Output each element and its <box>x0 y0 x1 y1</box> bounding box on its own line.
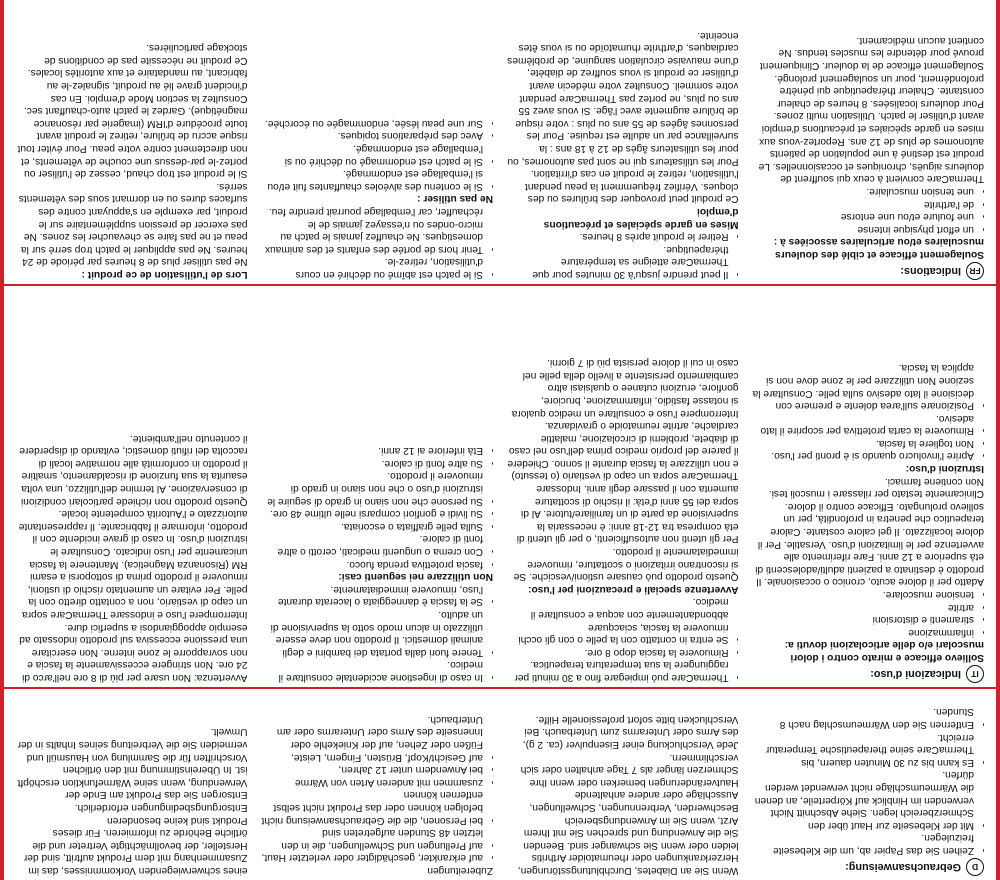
de-paragraph: Wenn Sie an Diabetes, Durchblutungsstörungen, Herzerkrankungen oder rheumatoider Arthritis leiden oder wenn Sie schwanger sind. Beenden Sie die Anwendung und sprechen Sie mit Ihrem Arzt, wenn Sie im Anwendungsbereich Beschwerden, Verbrennungen, Schwellungen, Ausschläge oder andere anhaltende Hautveränderungen bemerken oder wenn Ihre Schmerzen länger als 7 Tage anhalten oder sich verschlimmern. <box>517 751 739 876</box>
fr-title: Indications: <box>900 265 961 278</box>
language-badge-it: IT <box>966 665 984 683</box>
fr-indication: • une tension musculaire. <box>753 184 975 197</box>
fr-list <box>507 230 739 280</box>
it-paragraph: Questo prodotto può causare ustioni/vesciche. Se si riscontrano irritazioni o scottature, rimuovere immediatamente il prodotto. <box>513 546 739 583</box>
de-step: • Entfernen Sie den Wärmeumschlag nach 8 Stunden. <box>753 705 975 730</box>
fr-list-item: • Si le contenu des alvéoles chauffantes fuit et/ou si l'emballage est endommagé. <box>262 167 484 192</box>
it-paragraph: Per gli utenti non autosufficienti, o per gli utenti di età compresa tra 12-18 anni: è necessaria la supervisione da parte di un familiare/tutore. Al di sopra dei 55 anni d'età: il rischio di scottature aumenta con il passare degli anni. Indossare ThermaCare sopra un capo di vestiario (o tessuto) e non utilizzare la fascia durante il sonno. Chiedere il parere del proprio medico prima dell'uso nel caso di diabete, problemi di circolazione, malattie cardiache, artrite reumatoide o gravidanza. <box>507 420 739 545</box>
fr-subheading: Mises en garde spéciales et précautions d'emploi <box>543 206 739 230</box>
it-indication-list <box>753 587 985 637</box>
it-title: Indicazioni d'uso: <box>870 668 961 681</box>
section-divider <box>4 284 996 286</box>
de-heading <box>753 858 985 876</box>
fr-paragraph: ThermaCare convient à ceux qui souffrent de douleurs aiguës, chroniques et occasionnelles. Le produit est destiné à une population de patients autonomes de plus de 12 ans. Reportez-vous aux mises en garde spéciales et précautions d'emploi avant d'utiliser le patch. Utilisation multi zones. Pour douleurs localisées. 8 heures de chaleur constante. Chaleur thérapeutique qui pénètre profondément, pour un soulagement prolongé. Soulagement efficace de la douleur. Cliniquement prouvé pour détendre les muscles tendus. Ne contient aucun médicament. <box>758 34 984 185</box>
it-list <box>262 582 494 683</box>
it-step: • Rimuovere la carta protettiva per scoprire il lato adesivo. <box>753 411 975 436</box>
it-list-item: • Su altre fonti di calore. <box>262 456 484 469</box>
it-intro: Sollievo efficace e mirato contro i dolori muscolari e/o delle articolazioni dovuti a: <box>784 639 984 663</box>
de-list-item: • bei Personen, die die Gebrauchsanweisung nicht befolgen können oder das Produkt nicht selbst entfernen können <box>262 788 484 826</box>
de-column-4 <box>16 690 248 876</box>
it-paragraph: Questo prodotto non richiede particolari condizioni di conservazione. Al termine dell'utilizzo, una volta esaurita la sua funzione di riscaldamento, smaltire il prodotto in conformità alle normative locali di raccolta dei rifiuti domestici, evitando di disperdere il contenuto nell'ambiente. <box>19 432 248 507</box>
it-list-item: • In caso di ingestione accidentale consultare il medico. <box>262 658 484 683</box>
de-step: • Zeihen Sie das Papier ab, um die Klebeseite freizulegen. <box>753 831 975 856</box>
fr-subheading: Lors de l'utilisation de ce produit : <box>81 269 248 280</box>
it-list-item: • Tenere fuori dalla portata dei bambini e degli animali domestici. Il prodotto non deve essere utilizzato in alcun modo sotto la supervisione di un adulto. <box>262 607 484 657</box>
it-list-item: • Se la fascia è danneggiata o lacerata durante l'uso, rimuovere immediatamente. <box>262 582 484 607</box>
fr-paragraph: Si le produit est trop chaud, cessez de l'utiliser ou portez-le par-dessus une couche de vêtements, et non directement contre votre peau. Pour éviter tout risque accru de brûlure, retirez le produit avant toute procédure d'IRM (imagerie par résonance magnétique). Gardez le patch auto-chauffant sec. Consultez la section Mode d'emploi. En cas d'incident grave lié au produit, signalez-le au fabricant, au mandataire et aux autorités locales. Ce produit ne nécessite pas de conditions de stockage particulières. <box>17 42 248 180</box>
de-list <box>262 712 494 863</box>
it-column-1 <box>753 287 985 683</box>
fr-list-item: • Tenir hors de portée des enfants et des animaux domestiques. Ne chauffez jamais le patch au micro-ondes ou n'essayez jamais de le réchauffer, car l'emballage pourrait prendre feu. <box>262 204 484 254</box>
language-badge-de: D <box>966 858 984 876</box>
fr-list-item: • Si le patch est endommagé ou déchiré ou si l'emballage est endommagé. <box>262 141 484 166</box>
de-list-item: • auf Prellungen und Schwellungen, die in den letzten 48 Stunden aufgetreten sind <box>262 826 484 851</box>
de-paragraph: Entsorgen Sie das Produkt am Ende der Verwendung, wenn seine Wärmefunktion erschöpft ist. In Übereinstimmung mit den örtlichen Vorschriften für die Sammlung von Hausmüll und vermeiden Sie die Verbreitung seines Inhalts in der Umwelt. <box>17 726 248 801</box>
de-list-item: • auf erkrankter, geschädigter oder verletzter Haut, <box>262 851 484 864</box>
fr-heading <box>753 262 985 280</box>
de-column-3 <box>262 690 494 876</box>
de-steps <box>753 705 985 856</box>
fr-list <box>262 204 494 280</box>
de-column-1 <box>753 690 985 876</box>
it-list-item: • Su lividi e gonfiori comparsi nelle ultime 48 ore. <box>262 507 484 520</box>
it-paragraph: Adatto per il dolore acuto, cronico o occasionale. Il prodotto è destinato a pazienti adulti/adolescenti di età superiore a 12 anni. Fare riferimento alle avvertenze per le limitazioni d'uso. Versatile. Per il dolore localizzato. Il gel calore costante. Calore terapeutico che penetra in profondità, per un sollievo prolungato. Efficace contro il dolore. Clinicamente testato per rilassare i muscoli tesi. Non contiene farmaci. <box>755 475 984 588</box>
fr-column-4 <box>16 0 248 280</box>
it-indication: • artrite <box>753 600 975 613</box>
it-list-item: • Rimuovere la fascia dopo 8 ore. <box>507 645 729 658</box>
rotated-leaflet <box>4 0 996 880</box>
fr-list-item: • Il peut prendre jusqu'à 30 minutes pour que ThermaCare atteigne sa température thérapeutique. <box>507 242 729 280</box>
fr-indication-list <box>753 184 985 234</box>
it-subheading: Istruzioni d'uso: <box>905 463 984 475</box>
fr-indication: • de l'arthrite <box>753 197 975 210</box>
de-list-item: • bei Anwendern unter 12 Jahren, <box>262 763 484 776</box>
fr-column-2 <box>507 0 739 280</box>
section-de <box>4 690 996 880</box>
fr-intro: Soulagement efficace et ciblé des douleurs musculaires et/ou articulaires associées à : <box>773 236 984 260</box>
fr-indication: • une foulure et/ou une entorse <box>753 210 975 223</box>
it-paragraph: Interrompere l'uso e consultare un medico qualora si notasse fastidio, infiammazione, bruciore, gonfiore, eruzioni cutanee o qualsiasi altro cambiamento persistente a livello della pelle nel caso in cui il dolore persista più di 7 giorni. <box>511 357 739 419</box>
fr-subheading: Ne pas utiliser : <box>417 193 493 205</box>
it-steps <box>753 361 985 462</box>
de-paragraph: eines schwerwiegenden Vorkommnisses, das im Zusammenhang mit dem Produkt auftritt, sind der Hersteller, der bevollmächtigte Vertreter und die örtliche Behörde zu informieren. Für dieses Produkt sind keine besonderen Entsorgungsbedingungen erforderlich. <box>23 802 248 876</box>
fr-contraindications <box>262 116 494 192</box>
de-list-item: • auf Gesicht/Kopf, Brüsten, Fingern, Leiste, Füßen oder Zehen, auf der Kniekehle oder Innenseite des Arms oder Unterarms oder am Unterbauch. <box>262 712 484 762</box>
fr-paragraph: Ne pas utiliser plus de 8 heures par période de 24 heures. Ne pas appliquer le patch trop serré sur la peau et ne pas faire se chevaucher les zones. Ne pas exercer de pression supplémentaire sur le produit, par exemple en s'appuyant contre des surfaces dures ou en dormant sous des vêtements serrés. <box>18 180 248 268</box>
de-paragraph: Jede Verschluckung einer Eisenpulver (ca. 2 g), des Arms oder Unterarms zum Unterbauch. Bei Verschlucken bitte sofort professionelle Hilfe. <box>522 713 739 751</box>
fr-column-3 <box>262 0 494 280</box>
language-badge-fr: FR <box>966 262 984 280</box>
fr-paragraph: Pour les utilisateurs qui ne sont pas autonomes, ou pour les utilisateurs âgés de 12 à 18 ans : la surveillance par un adulte est requise. Pour les personnes âgées de 55 ans ou plus : votre risque de brûlure augmente avec l'âge. Si vous avez 55 ans ou plus, ne portez pas ThermaCare pendant votre sommeil. Consultez votre médecin avant d'utiliser ce produit si vous souffrez de diabète, d'une mauvaise circulation sanguine, de problèmes cardiaques, d'arthrite rhumatoïde ou si vous êtes enceinte. <box>507 29 739 167</box>
it-subheading: Avvertenze speciali e precauzioni per l'uso: <box>528 583 739 595</box>
fr-list-item: • Avec des préparations topiques. <box>262 129 484 142</box>
de-list-item: • zusammen mit anderen Arten von Wärme <box>262 775 484 788</box>
it-list-item: • Su persone che non siano in grado di seguire le istruzioni d'uso o che non siano in grado di rimuovere il prodotto. <box>262 469 484 507</box>
de-step: • Es kann bis zu 30 Minuten dauern, bis ThermaCare seine therapeutische Temperatur erreicht. <box>753 730 975 768</box>
it-step: • Aprire l'involucro quando si è pronti per l'uso. <box>753 449 975 462</box>
de-column-2 <box>507 690 739 876</box>
fr-indication: • un effort physique intense <box>753 222 975 235</box>
it-list-item: • fascia protettiva prenda fuoco. <box>262 557 484 570</box>
it-list-item: • Se entra in contatto con la pelle o con gli occhi rimuovere la fascia, sciacquare abbondantemente con acqua e consultare il medico. <box>507 595 729 645</box>
it-column-4 <box>16 287 248 683</box>
de-paragraph: Zubereitungen <box>427 865 493 876</box>
it-list-item: • ThermaCare può impiegare fino a 30 minuti per raggiungere la sua temperatura terapeutica. <box>507 658 729 683</box>
it-step: • Posizionare sull'area dolente e premere con decisione il lato adesivo sulla pelle. Consultare la sezione Non utilizzare per le zone dove non si applica la fascia. <box>753 361 975 411</box>
section-it <box>4 287 996 687</box>
it-contraindications <box>262 444 494 570</box>
it-paragraph: Interrompere l'uso e indossare ThermaCare sopra un capo di vestiario, non a contatto diretto con la pelle. Per evitare un aumentato rischio di ustioni, rimuovere il prodotto prima di sottoporsi a esami RM (Risonanza Magnetica). Mantenere la fascia unicamente per l'uso indicato. Consultare le istruzioni d'uso. In caso di grave incidente con il prodotto, informare il fabbricante. Il rappresentante autorizzato e l'Autorità competente locale. <box>18 508 248 621</box>
it-paragraph: Avvertenza: Non usare per più di 8 ore nell'arco di 24 ore. Non stringere eccessivamente la fascia e non sovrapporre le zone interne. Non esercitare una pressione eccessiva sul prodotto indossato ad esempio appoggiandosi a superfici dure. <box>19 621 248 683</box>
it-list-item: • Con crema o unguenti medicati, cerotti o altre fonti di calore. <box>262 532 484 557</box>
fr-list-item: • Sur une peau lésée, endommagée ou écorchée. <box>262 116 484 129</box>
it-subheading: Non utilizzare nei seguenti casi: <box>338 571 493 583</box>
de-title: Gebrauchsanweisung: <box>845 861 961 874</box>
it-list-item: • Età inferiore ai 12 anni. <box>262 444 484 457</box>
it-list-item: • Sulla pelle graffiata o escoriata. <box>262 519 484 532</box>
fr-list-item: • Si le patch est abîmé ou déchiré en cours d'utilisation, retirez-le. <box>262 255 484 280</box>
it-indication: • infiammazione <box>753 625 975 638</box>
it-heading <box>753 665 985 683</box>
it-step: • Non togliere la fascia. <box>753 436 975 449</box>
section-fr <box>4 0 996 284</box>
it-column-2 <box>507 287 739 683</box>
de-step: • Mit der Klebeseite zur Haut über den Schmerzbereich legen. Siehe Abschnitt Nicht verwenden im Hinblick auf Körperteile, an denen die Wärmeumschläge nicht verwendet werden dürfen. <box>753 768 975 831</box>
section-divider <box>4 687 996 689</box>
it-column-3 <box>262 287 494 683</box>
fr-paragraph: Ce produit peut provoquer des brûlures ou des cloques. Vérifiez fréquemment la peau pendant l'utilisation, retirez le produit en cas d'irritation. <box>524 168 739 205</box>
it-indication: • stiramenti e distorsioni <box>753 613 975 626</box>
fr-list-item: • Retirer le produit après 8 heures. <box>507 230 729 243</box>
it-list <box>507 595 739 683</box>
fr-column-1 <box>753 0 985 280</box>
it-indication: • tensione muscolare. <box>753 587 975 600</box>
